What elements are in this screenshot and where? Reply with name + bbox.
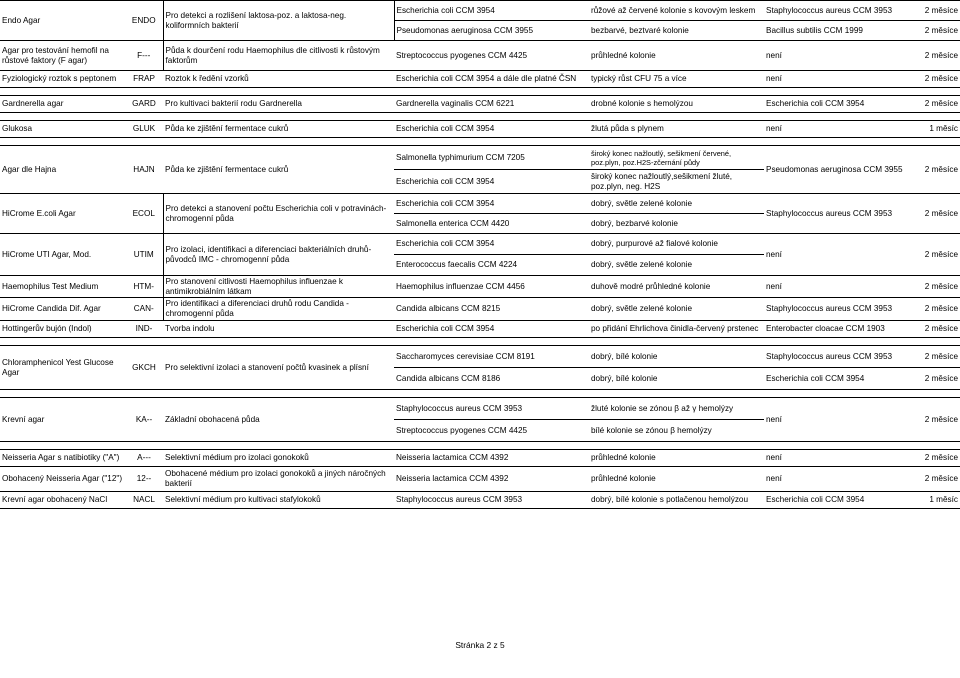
control-strain: Haemophilus influenzae CCM 4456 xyxy=(394,276,589,298)
medium-name: Agar pro testování hemofil na růstové faktory (F agar) xyxy=(0,41,125,71)
control-strain: Gardnerella vaginalis CCM 6221 xyxy=(394,96,589,113)
inhibited-strain: Escherichia coli CCM 3954 xyxy=(764,492,916,509)
medium-purpose: Roztok k ředění vzorků xyxy=(163,71,394,88)
table-row xyxy=(0,398,960,420)
shelf-life: 2 měsíce xyxy=(916,194,960,234)
expected-result: průhledné kolonie xyxy=(589,41,764,71)
control-strain: Candida albicans CCM 8215 xyxy=(394,298,589,321)
medium-code: 12-- xyxy=(125,467,163,492)
shelf-life: 2 měsíce xyxy=(916,450,960,467)
table-row xyxy=(0,194,960,214)
shelf-life: 2 měsíce xyxy=(916,41,960,71)
control-strain: Enterococcus faecalis CCM 4224 xyxy=(394,255,589,276)
control-strain: Escherichia coli CCM 3954 xyxy=(394,170,589,194)
shelf-life: 2 měsíce xyxy=(916,276,960,298)
expected-result: po přidání Ehrlichova činidla-červený prstenec xyxy=(589,321,764,338)
table-row xyxy=(0,450,960,467)
expected-result: žlutá půda s plynem xyxy=(589,121,764,138)
expected-result: duhově modré průhledné kolonie xyxy=(589,276,764,298)
expected-result: dobrý, světle zelené kolonie xyxy=(589,194,764,214)
medium-code: KA-- xyxy=(125,398,163,442)
shelf-life: 2 měsíce xyxy=(916,368,960,390)
inhibited-strain: není xyxy=(764,234,916,276)
table-row xyxy=(0,121,960,138)
inhibited-strain: Pseudomonas aeruginosa CCM 3955 xyxy=(764,146,916,194)
medium-name: Endo Agar xyxy=(0,1,125,41)
expected-result: průhledné kolonie xyxy=(589,467,764,492)
medium-code: A--- xyxy=(125,450,163,467)
control-strain: Escherichia coli CCM 3954 xyxy=(394,234,589,255)
medium-code: CAN- xyxy=(125,298,163,321)
shelf-life: 2 měsíce xyxy=(916,234,960,276)
shelf-life: 2 měsíce xyxy=(916,71,960,88)
control-strain: Escherichia coli CCM 3954 xyxy=(394,121,589,138)
medium-name: Chloramphenicol Yest Glucose Agar xyxy=(0,346,125,390)
medium-purpose: Půda ke zjištění fermentace cukrů xyxy=(163,121,394,138)
medium-code: HAJN xyxy=(125,146,163,194)
expected-result: průhledné kolonie xyxy=(589,450,764,467)
medium-code: HTM- xyxy=(125,276,163,298)
medium-purpose: Pro identifikaci a diferenciaci druhů rodu Candida - chromogenní půda xyxy=(163,298,394,321)
table-row xyxy=(0,276,960,298)
table-row xyxy=(0,234,960,255)
shelf-life: 2 měsíce xyxy=(916,1,960,21)
shelf-life: 2 měsíce xyxy=(916,298,960,321)
inhibited-strain: není xyxy=(764,450,916,467)
medium-code: NACL xyxy=(125,492,163,509)
medium-name: HiCrome UTI Agar, Mod. xyxy=(0,234,125,276)
shelf-life: 2 měsíce xyxy=(916,346,960,368)
control-strain: Neisseria lactamica CCM 4392 xyxy=(394,450,589,467)
medium-purpose: Základní obohacená půda xyxy=(163,398,394,442)
shelf-life: 2 měsíce xyxy=(916,398,960,442)
table-row xyxy=(0,41,960,71)
medium-code: ENDO xyxy=(125,1,163,41)
medium-purpose: Selektivní médium pro izolaci gonokoků xyxy=(163,450,394,467)
shelf-life: 1 měsíc xyxy=(916,121,960,138)
shelf-life: 2 měsíce xyxy=(916,146,960,194)
inhibited-strain: Staphylococcus aureus CCM 3953 xyxy=(764,194,916,234)
inhibited-strain: není xyxy=(764,398,916,442)
expected-result: dobrý, bílé kolonie xyxy=(589,368,764,390)
control-strain: Escherichia coli CCM 3954 xyxy=(394,194,589,214)
table-row xyxy=(0,298,960,321)
medium-code: GARD xyxy=(125,96,163,113)
inhibited-strain: Bacillus subtilis CCM 1999 xyxy=(764,21,916,41)
medium-name: HiCrome Candida Dif. Agar xyxy=(0,298,125,321)
control-strain: Candida albicans CCM 8186 xyxy=(394,368,589,390)
inhibited-strain: Staphylococcus aureus CCM 3953 xyxy=(764,298,916,321)
medium-purpose: Pro stanovení citlivosti Haemophilus influenzae k antimikrobiálním látkam xyxy=(163,276,394,298)
inhibited-strain: Staphylococcus aureus CCM 3953 xyxy=(764,1,916,21)
expected-result: růžové až červené kolonie s kovovým leskem xyxy=(589,1,764,21)
control-strain: Pseudomonas aeruginosa CCM 3955 xyxy=(394,21,589,41)
expected-result: široký konec nažloutlý,sešikmení žluté, poz.plyn, neg. H2S xyxy=(589,170,764,194)
inhibited-strain: není xyxy=(764,276,916,298)
medium-name: Haemophilus Test Medium xyxy=(0,276,125,298)
medium-name: Krevní agar obohacený NaCl xyxy=(0,492,125,509)
table-row xyxy=(0,321,960,338)
inhibited-strain: není xyxy=(764,41,916,71)
expected-result: dobrý, bílé kolonie xyxy=(589,346,764,368)
control-strain: Escherichia coli CCM 3954 a dále dle platné ČSN xyxy=(394,71,589,88)
expected-result: bezbarvé, beztvaré kolonie xyxy=(589,21,764,41)
control-strain: Streptococcus pyogenes CCM 4425 xyxy=(394,420,589,442)
table-row xyxy=(0,146,960,170)
inhibited-strain: Escherichia coli CCM 3954 xyxy=(764,368,916,390)
medium-name: Neisseria Agar s natibiotiky ("A") xyxy=(0,450,125,467)
control-strain: Salmonella typhimurium CCM 7205 xyxy=(394,146,589,170)
expected-result: dobrý, bílé kolonie s potlačenou hemolýzou xyxy=(589,492,764,509)
expected-result: dobrý, bezbarvé kolonie xyxy=(589,214,764,234)
control-strain: Escherichia coli CCM 3954 xyxy=(394,1,589,21)
medium-code: UTIM xyxy=(125,234,163,276)
medium-purpose: Pro kultivaci bakterií rodu Gardnerella xyxy=(163,96,394,113)
medium-name: Hottingerův bujón (Indol) xyxy=(0,321,125,338)
table-row xyxy=(0,71,960,88)
table-row xyxy=(0,1,960,21)
medium-code: GLUK xyxy=(125,121,163,138)
shelf-life: 1 měsíc xyxy=(916,492,960,509)
page-number: Stránka 2 z 5 xyxy=(455,640,505,650)
shelf-life: 2 měsíce xyxy=(916,96,960,113)
medium-code: IND- xyxy=(125,321,163,338)
control-strain: Neisseria lactamica CCM 4392 xyxy=(394,467,589,492)
shelf-life: 2 měsíce xyxy=(916,467,960,492)
shelf-life: 2 měsíce xyxy=(916,321,960,338)
inhibited-strain: není xyxy=(764,121,916,138)
medium-name: Fyziologický roztok s peptonem xyxy=(0,71,125,88)
medium-purpose: Pro selektivní izolaci a stanovení počtů kvasinek a plísní xyxy=(163,346,394,390)
inhibited-strain: není xyxy=(764,467,916,492)
control-strain: Saccharomyces cerevisiae CCM 8191 xyxy=(394,346,589,368)
inhibited-strain: Enterobacter cloacae CCM 1903 xyxy=(764,321,916,338)
expected-result: dobrý, purpurové až fialové kolonie xyxy=(589,234,764,255)
medium-code: F--- xyxy=(125,41,163,71)
medium-purpose: Půda ke zjištění fermentace cukrů xyxy=(163,146,394,194)
medium-name: Gardnerella agar xyxy=(0,96,125,113)
table-row xyxy=(0,346,960,368)
inhibited-strain: Escherichia coli CCM 3954 xyxy=(764,96,916,113)
medium-purpose: Obohacené médium pro izolaci gonokoků a jiných náročných bakterií xyxy=(163,467,394,492)
medium-name: Obohacený Neisseria Agar ("12") xyxy=(0,467,125,492)
table-row xyxy=(0,492,960,509)
table-row xyxy=(0,96,960,113)
medium-name: HiCrome E.coli Agar xyxy=(0,194,125,234)
medium-purpose: Pro detekci a stanovení počtu Escherichia coli v potravinách- chromogenní půda xyxy=(163,194,394,234)
medium-code: GKCH xyxy=(125,346,163,390)
control-strain: Staphylococcus aureus CCM 3953 xyxy=(394,398,589,420)
expected-result: žluté kolonie se zónou β až γ hemolýzy xyxy=(589,398,764,420)
medium-name: Agar dle Hajna xyxy=(0,146,125,194)
medium-purpose: Půda k dourčení rodu Haemophilus dle citlivosti k růstovým faktorům xyxy=(163,41,394,71)
medium-name: Krevní agar xyxy=(0,398,125,442)
table-row xyxy=(0,467,960,492)
expected-result: široký konec nažloutlý, sešikmení červené, poz.plyn, poz.H2S-zčernání půdy xyxy=(589,146,764,170)
medium-code: ECOL xyxy=(125,194,163,234)
inhibited-strain: Staphylococcus aureus CCM 3953 xyxy=(764,346,916,368)
expected-result: bílé kolonie se zónou β hemolýzy xyxy=(589,420,764,442)
medium-purpose: Pro izolaci, identifikaci a diferenciaci bakteriálních druhů- původců IMC - chromogenní půda xyxy=(163,234,394,276)
shelf-life: 2 měsíce xyxy=(916,21,960,41)
medium-name: Glukosa xyxy=(0,121,125,138)
medium-purpose: Pro detekci a rozlišení laktosa-poz. a laktosa-neg. koliformních bakterií xyxy=(163,1,394,41)
medium-purpose: Selektivní médium pro kultivaci stafylokoků xyxy=(163,492,394,509)
control-strain: Streptococcus pyogenes CCM 4425 xyxy=(394,41,589,71)
medium-purpose: Tvorba indolu xyxy=(163,321,394,338)
inhibited-strain: není xyxy=(764,71,916,88)
expected-result: dobrý, světle zelené kolonie xyxy=(589,255,764,276)
control-strain: Escherichia coli CCM 3954 xyxy=(394,321,589,338)
expected-result: drobné kolonie s hemolýzou xyxy=(589,96,764,113)
expected-result: typický růst CFU 75 a více xyxy=(589,71,764,88)
control-strain: Salmonella enterica CCM 4420 xyxy=(394,214,589,234)
expected-result: dobrý, světle zelené kolonie xyxy=(589,298,764,321)
medium-code: FRAP xyxy=(125,71,163,88)
control-strain: Staphylococcus aureus CCM 3953 xyxy=(394,492,589,509)
